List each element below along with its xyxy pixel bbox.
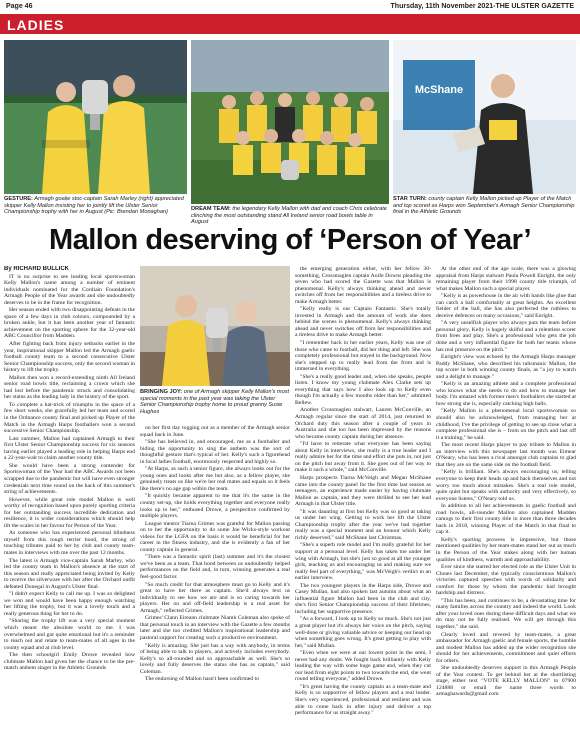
- article-column-3: [295, 266, 431, 731]
- paragraph: Another Crossmaglen stalwart, Lauren McConville, an Armagh regular since the start of 2014, just returned to Orchard duty this season after a couple of years in Australia and she too has been impressed by the reasons who became county captain during her absence.: [295, 407, 431, 440]
- paragraph: "She's a superb role model and I'm really grateful for her support at a personal level. Kelly has taken me under her wing with Armagh, but she's just so good at all the younger girls, teaching us and encouraging us and making sure we really feel part of everything," was McVeigh's verdict in an earlier interview.: [295, 542, 431, 582]
- paragraph: "It quickly became apparent to me that it's the same in the county set-up, she holds everything together and everyone really looks up to her," enthused Drowe, a perspective confirmed by multiple players.: [140, 493, 290, 520]
- sponsor-logo: McShane: [414, 84, 464, 96]
- celebration-image: [4, 40, 187, 194]
- section-title: LADIES: [7, 17, 65, 33]
- award-image: [393, 40, 576, 194]
- caption-text: the legendary Kelly Mallon with dad and coach Chris celebrate clinching the most outstanding stand All Ireland senior road bowls table in August: [191, 206, 387, 226]
- paragraph: "I didn't expect Kelly to call me up. I was so delighted we won and would have been happy enough watching her lifting the trophy, but it was a lovely touch and a really generous thing for her to do.: [4, 591, 135, 617]
- paragraph: "She has believed in, and encouraged, me as a footballer and biding the opportunity to sing the anthem was the sort of thoughtful gesture that's typical of her. Kelly's such a figurehead in local ladies football, enormously respected and highly so.: [140, 439, 290, 465]
- paragraph: The then schoolgirl Emily Drowe revealed how clubmate Mallon had given her the chance to be the pre-match anthem singer in the Athletic Grounds: [4, 652, 135, 672]
- photo-award: [393, 40, 576, 194]
- paragraph: "This has been, and continues to be, a devastating time for many families across the country and indeed the world. Look after your loved ones during these difficult days and what we do may not be fully realised. We will get through this together," she said.: [436, 597, 576, 630]
- paragraph: Kelly's sporting prowess is impressive, but those mentioned qualities by her team-mates stand her out as much in the Person of the Year stakes along with her human qualities of kindness, warmth and approachability.: [436, 536, 576, 563]
- photo-trophy: [140, 266, 290, 386]
- paragraph: the emerging generation either, with her fellow 30-something, Crossmaglen captain Aoife Downs pleading the seven who had scored the Gazette was that Mallon is phenomenal. Kelly's always thinking ahead and never switches off from her responsibilities and a tireless drive to make Armagh better.: [295, 266, 431, 305]
- paragraph: Ever since she started her elected role as the Ulster Unit in Clones last December, the typically conscientious Mallon's victories captured speeches with words of solidarity and comfort for those by whom the pandemic had brought hardship and distress.: [436, 564, 576, 597]
- paragraph: Grimes' Clann Eireann clubmate Niamh Coleman also spoke of that personal touch in an interview with the Gazette a few months later and she too credited Mallon's inspirational leadership and pastoral support for creating such a productive environment.: [140, 615, 290, 641]
- paragraph: "It's great having the county captain as a team-mate and Kelly is so supportive of fellow players and a real leader. She's very experienced, professional and resilient and was able to come back in after injury and deliver a top performance for us straight away.": [295, 683, 431, 717]
- caption-text: county captain Kelly Mallon picked up Player of the Match and top scored as Harps won September's Armagh Senior Championship final in the Athletic Grounds: [393, 196, 575, 216]
- paragraph: Her season ended with two disappointing defeats in the space of a few days in club colours, compounded by a broken ankle, but it has been another year of fantastic achievement on the sporting sphere for the 32-year-old ABC Councillor from Madden.: [4, 307, 135, 340]
- paragraph: "Kelly really is our Captain Fantastic. She's totally invested in Armagh and the amount of work she does behind the scenes is phenomenal. Kelly's always thinking ahead and never switches off from her responsibilities and a tireless drive to make Armagh better.: [295, 306, 431, 339]
- page-header: [0, 0, 580, 14]
- paragraph: Last summer, Mallon had captained Armagh to their first Ulster Senior Championship success for six seasons having earlier played a leading role in helping Harps end a 22-year-wait to claim another county title.: [4, 435, 135, 462]
- paragraph: The endorsing of Mallon hasn't been confirmed to: [145, 676, 259, 683]
- paragraph: "Kelly is an amazing athlete and a complete professional who knows what she needs to do and how to manage her body. I'm amazed with former men's footballers she started at how strong she is, especially catching high balls.: [436, 381, 576, 407]
- paragraph: "Even when we were at our lowest point in the semi, I never had any doubt. We fought back brilliantly with Kelly leading the way with some huge game and, when they cut our lead from eight points to two towards the end, she went round telling everyone," added Drowe.: [295, 650, 431, 683]
- paragraph: "Kelly is amazing. She just has a way with anybody, in terms of being able to talk to players, and actively includes everybody. Kelly's so all-rounded and so approachable as well. She's so lovely and fully deserves the status she has as captain," said Coleman.: [140, 642, 290, 675]
- paragraph: She would have been a strong contender for Sportswoman of the Year had the ABC Awards not been scrapped due to the pandemic but will have even stronger credentials next time round on the back of this summer's string of achievements.: [4, 462, 135, 496]
- caption-team: [191, 206, 389, 226]
- paragraph: "Sharing the trophy lift was a very special moment which meant the absolute world to me. I was overwhelmed and got quite emotional but it's a reminder to reach out and relate to team-mates of all ages in the county squad and at club level.: [4, 618, 135, 651]
- paragraph: "Kelly is as powerhouse in the air with hands like glue that can catch a ball comfortably at great heights. An excellent fielder of the ball, she has also perfected the ruthless to deceive defences on many occasions," said Enright.: [436, 293, 576, 319]
- article-column-1: [4, 266, 135, 731]
- paragraph: As someone who has experienced personal blindness myself from this tough terrier hood, the strong of touching tributes paid to her by club and county team-mates in interviews with me over the past 12 months.: [4, 530, 135, 556]
- team-image: [191, 40, 389, 204]
- caption-award: [393, 196, 576, 216]
- byline: By RICHARD BULLICK: [4, 266, 69, 272]
- paragraph: "There was a fantastic spirit (last) summer and it's the closest we've been as a team. That bond between us undoubtedly helped performances on the field and, in turn, winning generates a real feel-good factor.: [140, 554, 290, 581]
- paragraph: "At Harps, as such a senior figure, she always looks out for the young ones and looks after me but also, as a fellow player, she genuinely treats us like we're her real mates and equals so it feels like there's no age gap within the team.: [140, 466, 290, 492]
- paragraph: Clearly loved and revered by team-mates, a great ambassador for Armagh gaelic and female sports, the humble and modest Mallon has added up the wider recognition she should for her achievements, commitment and quiet efforts for others.: [436, 631, 576, 664]
- paragraph: At the other end of the age scale, there was a glowing appraisal from Harps stalwart Paula Powell Enright, the only remaining player from their 1998 county title triumph, of what makes Mallon such a special player.: [436, 266, 576, 292]
- caption-lead: STAR TURN:: [393, 196, 427, 202]
- caption-trophy: [140, 389, 290, 415]
- caption-celebration: [4, 196, 187, 216]
- paragraph: "Kelly is brilliant. She's always encouraging us, telling everyone to keep their heads up and back themselves and not worry too much about mistakes. She's a real role model, quite quiet but speaks with authority and very effectively, so everyone listens," O'Neary told us.: [436, 469, 576, 502]
- paragraph: Mallon then won a record-extending ninth All Ireland senior road bowls title, reclaiming a crown which she had lost before the pandemic struck and consolidating her status as the leading lady in the history of the sport.: [4, 374, 135, 401]
- paragraph: The latest is Armagh vice-captain Sarah Marley, who led the county team in Mallon's absence at the start of this season and really appreciated being invited by Kelly to receive the silverware with her after the Orchard outfit defeated Donegal in August's Ulster final.: [4, 557, 135, 590]
- article-headline: Mallon deserving of ‘Person of Year’: [48, 224, 532, 256]
- paragraph: League mentor Tiarna Grimes was grateful for Mallon passing on to her the opportunity to do some Joe Wicks-style workout videos for the LGFA on the basis it would be beneficial for her career in the fitness industry, and she is evidently a fan of her county captain in general.: [140, 520, 290, 553]
- paragraph: The most recent Harps player to pay tribute to Mallon in an interview with this newspaper last month was Eimear O'Neary, who has been a rival amongst club captains to glad that they are on the same side on the football field.: [436, 442, 576, 468]
- paragraph: Harps prospects Tiarna McVeigh and Megan McShane came into the county panel for the first time last season as teenagers, an experience made easier by having clubmate Mallon as captain, and they were thrilled to see her lead Armagh in that Ulster title.: [295, 474, 431, 508]
- photo-team: [191, 40, 389, 204]
- article-column-4: [436, 266, 576, 731]
- paragraph: "So much credit for that atmosphere must go to Kelly and it's great to have her there as captain. She'd always text us individually to see how we are and is so caring towards her players. Her on and off-field leadership is a real asset for Armagh," reflected Grimes.: [140, 581, 290, 614]
- paragraph: "It was daunting at first but Kelly was so good at taking us under her wing. Getting to work her lift the Ulster Championship trophy after the year we've had together really was a special moment and an honour which Kelly richly deserved," said McShane last Christmas.: [295, 508, 431, 541]
- caption-lead: BRINGING JOY:: [140, 389, 183, 395]
- article-column-2: [140, 425, 290, 731]
- paragraph: She undoubtedly deserves support in this Armagh People of the Year contest. To get behind her at the shortlisting stage, either text "VOTE KELLY MALLON" to 07900 124888 or email the name three words to armaghawards@gmail.com: [436, 665, 576, 698]
- page-number: Page 46: [6, 3, 33, 10]
- photo-celebration: [4, 40, 187, 194]
- paragraph: After fighting back from injury setbacks earlier in the year, inspirational skipper Mallon led the Armagh gaelic football county team to a second consecutive Ulster Senior Championship success, only the second woman in history to lift the trophy.: [4, 341, 135, 374]
- paragraph: on her first day togging out as a member of the Armagh senior squad back in June.: [140, 425, 290, 438]
- caption-lead: GESTURE:: [4, 196, 33, 202]
- paragraph: "She's a really good leader and, when she speaks, people listen. I know my young clubmate Alex Clarke sets up everything that says how I also look up to Kelly even though I'm actually a few months older than her," admitted Bellew.: [295, 373, 431, 406]
- caption-lead: DREAM TEAM:: [191, 206, 231, 212]
- paragraph: "As a forward, I look up to Kelly so much. She's not just a great player but it's always her voice on the pitch, saying well-done or giving valuable advice or keeping our head up when something goes wrong. It's great getting to play with her," said Mullan.: [295, 616, 431, 649]
- section-banner: [0, 14, 580, 34]
- trophy-image: [140, 266, 290, 386]
- paragraph: However, while great role model Mallon is well worthy of recognition based upon purely sporting criteria for her outstanding success incredible dedication and resilience, it is wider considerations which should help tilt the scales in her favour for Person of the Year.: [4, 496, 135, 529]
- paragraph: The two youngest players in the Harps side, Drowe and Casey Mullan, had also spoken last autumn about what an influential figure Mallon had been in the club and city, she's first Senior Championship success of their lifetimes, including her supportive presence.: [295, 582, 431, 615]
- paragraph: Enright's view was echoed by the Armagh Harps manager Paddy McShane, who described his talismanic Mallon, the top scorer in both winning county finals, as "a joy to watch and a delight to manage.": [436, 354, 576, 380]
- paragraph: IT is no surprise to see leading local sportswoman Kelly Mallon's name among a number of eminent individuals nominated for the Cordiain Foundation's Armagh People of the Year awards and she undoubtedly deserves to be in the frame for recognition.: [4, 273, 135, 306]
- paragraph: "Kelly Mallon is a phenomenal local sportswoman so should also be acknowledged, from managing her at childhood, I've the privilege of getting to see up close what a complete professional she is – from on the pitch and last off it a training," he said.: [436, 408, 576, 441]
- caption-text: one of Armagh skipper Kelly Mallon's most special moments in the past year was taking the Ulster Senior Championship trophy home to proud granny Susie Hughes: [140, 389, 290, 415]
- paragraph: In addition to all her achievements in gaelic football and road bowls, all-rounder Mallon also captained Madden camogs to their first county title in more than three decades back in 2018, winning Player of the Match in that final to cap it.: [436, 503, 576, 536]
- paragraph: "I'd have to reiterate what everyone has been saying about Kelly in interviews, she really is a true leader and I really admire her for the time and effort she puts in, not just on the pitch but away from it. She goes out of her way to make it such a whole," said McConville.: [295, 441, 431, 474]
- paragraph: "A very unselfish player who always puts the team before personal glory, Kelly is hugely skilful and a relentless scorer from frees and play. She's a professional who gets the job done and a very influential figure for both her teams whose has real presence on the pitch.": [436, 320, 576, 353]
- paragraph: To complete a hat-trick of triumphs in the space of a few short weeks, she gracefully led her team and scored in the Ordnance county final and picked up Player of the Match in the Armagh Harps footballers won a second successive Senior Championship.: [4, 401, 135, 435]
- paragraph: "I remember back in her earlier years, Kelly was one of those who came to football, did her thing and left. She was completely professional but stayed in the background. Now she's stepped up to really lead from the front and is immersed in everything.: [295, 340, 431, 373]
- caption-text: Armagh goalie stoc-captain Sarah Marley (right) appreciated skipper Kelly Mallon insisting her to jointly lift the Ulster Senior Championship trophy with her in August (Pic: Brendan Monaghan): [4, 196, 184, 216]
- issue-date: Thursday, 11th November 2021-THE ULSTER GAZETTE: [390, 3, 574, 10]
